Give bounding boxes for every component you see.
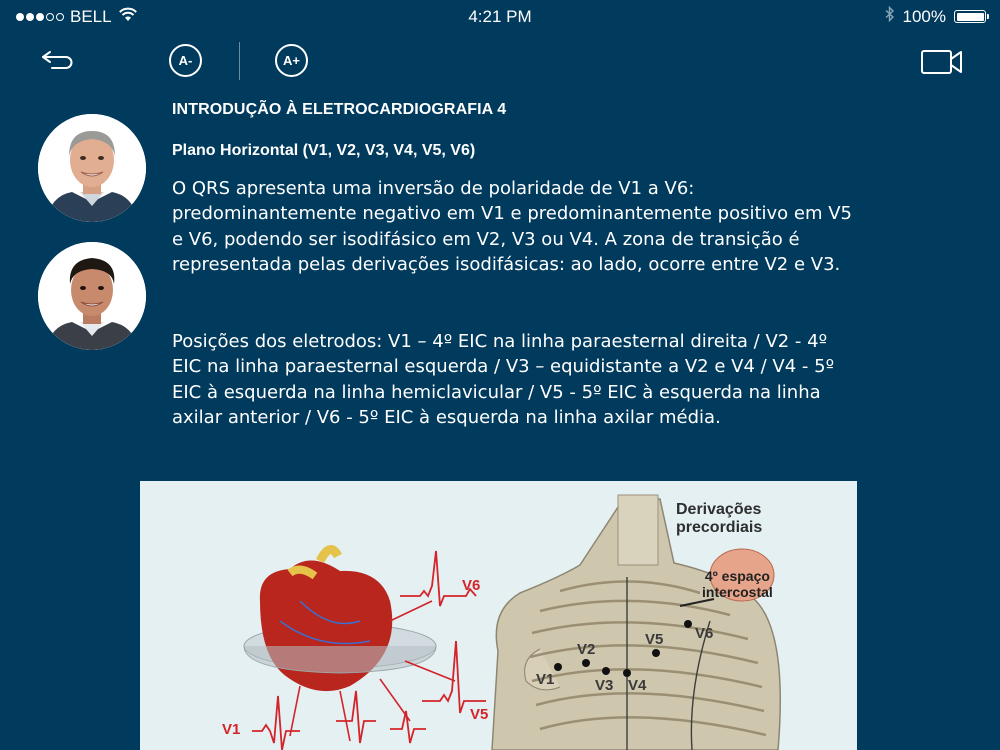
- figure-title-line-2: precordiais: [676, 519, 763, 536]
- clock: 4:21 PM: [468, 7, 532, 26]
- battery-percent: 100%: [902, 6, 946, 26]
- toolbar-divider: [239, 42, 240, 80]
- lesson-paragraph-2: Posições dos eletrodos: V1 – 4º EIC na linha paraesternal direita / V2 - 4º EIC na linha paraesternal esquerda / V3 – equidistante a V2 e V4 / V4 - 5º EIC à esquerda na linha hemiclavicular / V5 - 5º EIC à esquerda na linha axilar anterior / V6 - 5º EIC à esquerda na linha axilar média.: [172, 331, 835, 428]
- font-decrease-button[interactable]: A-: [169, 44, 202, 77]
- electrode-label-v6: V6: [695, 625, 714, 642]
- instructor-avatar-1: [38, 114, 146, 222]
- back-arrow-icon: [40, 48, 76, 70]
- electrode-label-v5: V5: [645, 631, 664, 648]
- electrode-label-v3: V3: [595, 677, 614, 694]
- heart-illustration: [244, 550, 436, 692]
- section-title: Plano Horizontal (V1, V2, V3, V4, V5, V6): [172, 142, 476, 159]
- ecg-label-v6: V6: [462, 577, 481, 594]
- carrier-label: BELL: [70, 7, 112, 26]
- back-button[interactable]: [38, 46, 78, 72]
- intercostal-label: [702, 568, 773, 600]
- instructor-avatar-2: [38, 242, 146, 350]
- figure-title: [676, 501, 762, 537]
- font-increase-button[interactable]: A+: [275, 44, 308, 77]
- video-button[interactable]: [920, 48, 964, 76]
- lesson-paragraph-1: O QRS apresenta uma inversão de polaridade de V1 a V6: predominantemente negativo em V1 e predominantemente positivo em V5 e V6, podendo ser isodifásico em V2, V3 ou V4. A zona de transição é representada pelas derivações isodifásicas: ao lado, ocorre entre V2 e V3.: [172, 178, 853, 275]
- electrode-label-v1: V1: [536, 671, 555, 688]
- precordial-leads-illustration: [140, 481, 857, 750]
- ecg-label-v5: V5: [470, 706, 489, 723]
- electrode-label-v2: V2: [577, 641, 596, 658]
- electrode-label-v4: V4: [628, 677, 647, 694]
- status-bar: [0, 0, 1000, 34]
- status-right: [885, 6, 986, 27]
- bluetooth-icon: [885, 6, 895, 27]
- battery-icon: [954, 10, 986, 23]
- intercostal-label-line-1: 4º espaço: [704, 568, 770, 584]
- video-camera-icon: [920, 48, 964, 76]
- lesson-title: INTRODUÇÃO À ELETROCARDIOGRAFIA 4: [172, 101, 507, 118]
- ecg-label-v1: V1: [222, 721, 241, 738]
- intercostal-label-line-2: intercostal: [702, 584, 773, 600]
- figure-title-line-1: Derivações: [676, 501, 762, 518]
